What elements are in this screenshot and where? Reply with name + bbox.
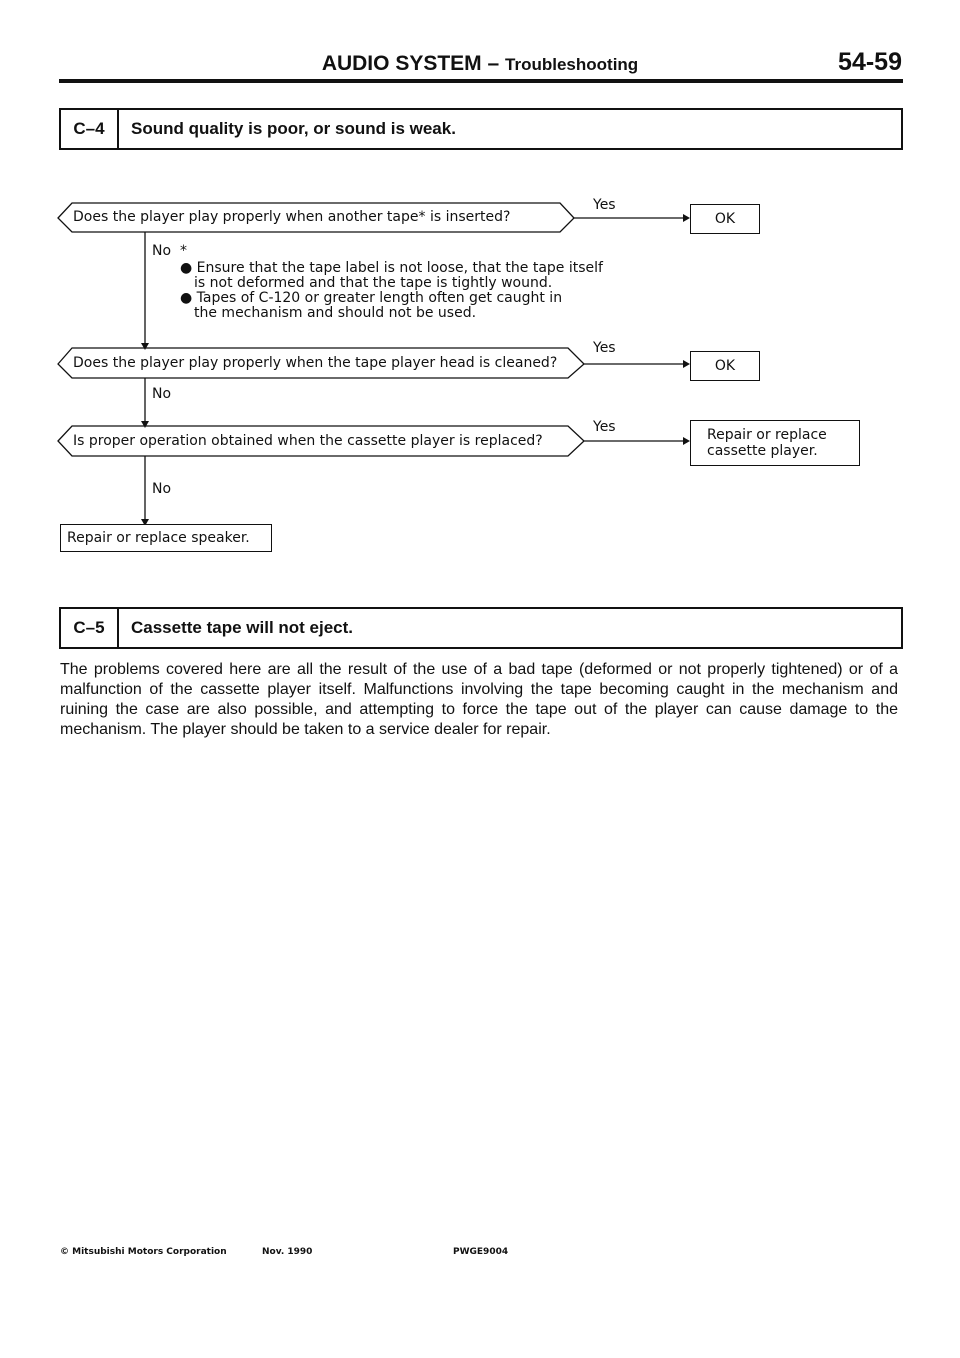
footer-code: PWGE9004 <box>453 1247 509 1257</box>
footer-date: Nov. 1990 <box>262 1247 313 1257</box>
result-ok-box-1 <box>690 204 760 234</box>
result-ok-text-2: OK <box>714 358 736 374</box>
decision-question-2: Does the player play properly when the tape player head is cleaned? <box>73 355 558 371</box>
result-replace-cassette-line-a: Repair or replace <box>707 427 827 443</box>
decision-question-3: Is proper operation obtained when the cassette player is replaced? <box>73 433 543 449</box>
section-title: Cassette tape will not eject. <box>131 618 354 637</box>
result-replace-speaker-text: Repair or replace speaker. <box>67 530 250 546</box>
note-2-line-b: the mechanism and should not be used. <box>194 305 477 321</box>
result-ok-text-1: OK <box>714 211 736 227</box>
page-number: 54-59 <box>838 48 902 76</box>
decision-question-1: Does the player play properly when another tape* is inserted? <box>73 209 511 225</box>
section-c5-body: The problems covered here are all the result of the use of a bad tape (deformed or not properly tightened) or of a malfunction of the cassette player itself. Malfunctions involving the tape becoming caught in the mechanism and ruining the case are also possible, and attempting to force the tape out of the player can cause damage to the mechanism. The player should be taken to a service dealer for repair. <box>60 661 898 738</box>
note-1-line-b: is not deformed and that the tape is tightly wound. <box>194 275 553 291</box>
yes-label-2: Yes <box>593 340 616 356</box>
note-star: * <box>180 243 187 259</box>
section-code: C–5 <box>61 609 119 647</box>
yes-label-1: Yes <box>593 197 616 213</box>
header-section: AUDIO SYSTEM <box>321 52 482 75</box>
result-replace-speaker-box <box>60 524 272 552</box>
header-separator: – <box>481 52 506 75</box>
result-replace-cassette-box <box>690 420 860 466</box>
footer-copyright: © Mitsubishi Motors Corporation <box>60 1247 227 1257</box>
note-2-line-a: ● Tapes of C-120 or greater length often get caught in <box>180 290 563 306</box>
note-block <box>180 261 603 321</box>
no-label-2: No <box>152 386 172 402</box>
header-subtitle: Troubleshooting <box>505 55 639 74</box>
section-title: Sound quality is poor, or sound is weak. <box>131 119 456 138</box>
no-label-1: No <box>152 243 172 259</box>
result-replace-cassette-line-b: cassette player. <box>707 443 818 459</box>
note-1-line-a: ● Ensure that the tape label is not loose, that the tape itself <box>180 260 603 276</box>
no-label-3: No <box>152 481 172 497</box>
result-ok-box-2 <box>690 351 760 381</box>
yes-label-3: Yes <box>593 419 616 435</box>
section-code: C–4 <box>61 110 119 148</box>
section-c5-header <box>59 607 903 649</box>
